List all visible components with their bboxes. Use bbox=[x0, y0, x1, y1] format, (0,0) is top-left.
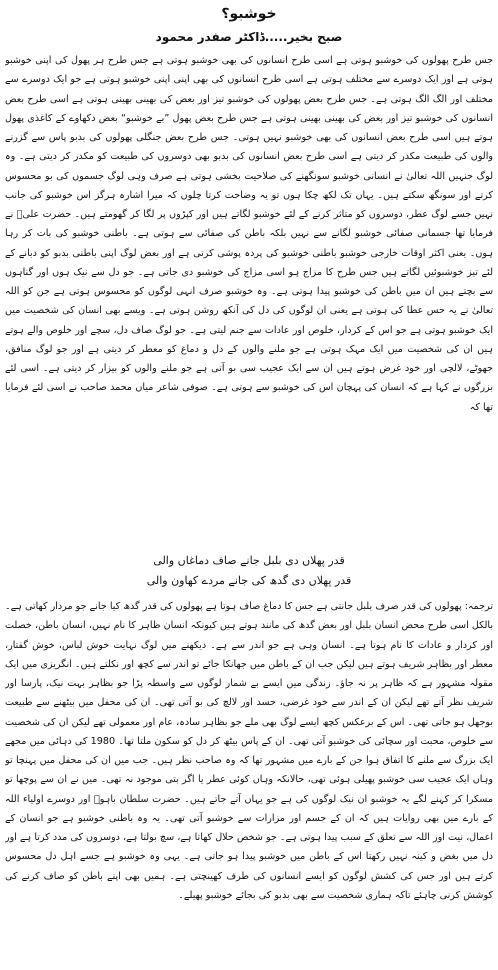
paragraph: جس طرح پھولوں کی خوشبو ہوتی ہے اسی طرح انسانوں کی بھی خوشبو ہوتی ہے جس طرح ہر پھول کی اپنی خوشبو ہوتی ہے اور ایک دوسرے سے مختلف ہوتی ہے اسی طرح انسانوں کی بھی اپنی اپنی خوشبو ہوتی ہے جو ایک دوسرے سے مختلف اور الگ الگ ہوتی ہے۔ جس طرح بعض پھولوں کی خوشبو تیز اور بعض کی بھینی بھینی ہوتی ہے اسی طرح بعض انسانوں کی خوشبو تیز اور بعض کی بھینی بھینی ہوتی ہے جس طرح بعض پھول ”بے خوشبو“ بعض دکھاوے کے کاغذی پھول ہوتے ہیں اسی طرح بعض انسانوں کی بھی خوشبو نہیں ہوتی۔ جس طرح بعض جنگلی پھولوں کی بدبو پاس سے گزرنے والوں کی طبیعت مکدر کر دیتی ہے اسی طرح بعض انسانوں کی بدبو بھی دوسروں کی طبیعت کو مکدر کر دیتی ہے۔ وہ لوگ جنہیں اللہ تعالیٰ نے انسانی خوشبو سونگھنے کی صلاحیت بخشی ہوتی ہے صرف وہی لوگ جسموں کی بو محسوس کرتے اور سونگھ سکتے ہیں۔ یہاں تک لکھ چکا ہوں تو یہ وضاحت کرتا چلوں کہ میرا اشارہ ہرگز اس خوشبو کی جانب نہیں جسے لوگ عطر، دوسروں کو متاثر کرنے کے لئے خوشبو لگاتے ہیں اور کپڑوں پر لگا کر گھومتے ہیں۔ حضرت علیؓ نے فرمایا تھا جسمانی صفائی خوشبو لگانے سے نہیں بلکہ باطن کی صفائی سے ہوتی ہے۔ باطنی خوشبو کی بات کر رہا ہوں۔ یعنی اکثر اوقات خارجی خوشبو باطنی خوشبو کی پردہ پوشی کرتی ہے اور بعض لوگ اپنی باطنی بدبو کو دبانے کے لئے تیز خوشبوئیں لگاتے ہیں جس طرح کا مزاج ہو اسی مزاج کی خوشبو دی جاتی ہے۔ جو دل سے نیک ہوں اور گناہوں سے بچتے ہیں ان میں باطن کی خوشبو پیدا ہوتی ہے۔ وہ خوشبو صرف انہی لوگوں کو محسوس ہوتی ہے جن کو اللہ تعالیٰ نے یہ حس عطا کی ہوتی ہے یعنی ان لوگوں کی دل کی آنکھ روشن ہوتی ہے۔ ویسے بھی انسان کی شخصیت میں ایک خوشبو ہوتی ہے جو اس کے کردار، خلوص اور عادات سے جنم لیتی ہے۔ جو لوگ صاف دل، سچے اور خلوص والے ہوتے ہیں ان کی شخصیت میں ایک مہک ہوتی ہے جو ملنے والوں کے دل و دماغ کو معطر کر دیتی ہے اور جو لوگ منافق، جھوٹے، لالچی اور خود غرض ہوتے ہیں ان سے ایک عجیب سی بو آتی ہے جو ملنے والوں کو بیزار کر دیتی ہے۔ اسی لئے بزرگوں نے کہا ہے کہ انسان کی پہچان اس کی خوشبو سے ہوتی ہے۔ صوفی شاعر میاں محمد صاحب نے اسی لئے فرمایا تھا کہ bbox=[5, 55, 493, 413]
poetry-line-1: قدر پھلاں دی بلبل جانے صاف دماغاں والی bbox=[153, 554, 345, 567]
article-title: خوشبو؟ bbox=[221, 6, 277, 22]
article-body-before-verse bbox=[5, 51, 493, 551]
paragraph: ترجمہ: پھولوں کی قدر صرف بلبل جانتی ہے جس کا دماغ صاف ہوتا ہے پھولوں کی قدر گدھ کیا جانے جو مردار کھاتی ہے۔ بالکل اسی طرح محض انسان بلبل اور بعض گدھ کی مانند ہوتے ہیں کیونکہ انسان ظاہر کا نام نہیں، انسان باطن، خصلت اور کردار و عادات کا نام ہوتا ہے۔ انسان وہی ہے جو اندر سے ہے۔ دیکھنے میں لوگ نہایت خوش لباس، خوش گفتار، معطر اور بظاہر شریف ہوتے ہیں لیکن جب ان کے باطن میں جھانکا جائے تو اندر سے کچھ اور نکلتے ہیں۔ انگریزی میں ایک مقولہ مشہور ہے کہ ظاہر پر نہ جاؤ۔ زندگی میں ایسے بے شمار لوگوں سے واسطہ پڑا جو بظاہر بہت نیک، پارسا اور شریف نظر آتے تھے لیکن ان کے اندر سے خود غرضی، حسد اور لالچ کی بو آتی تھی۔ ان کی محفل میں بیٹھنے سے طبیعت بوجھل ہو جاتی تھی۔ اس کے برعکس کچھ ایسے لوگ بھی ملے جو بظاہر سادہ، عام اور معمولی تھے لیکن ان کی شخصیت سے خلوص، محبت اور سچائی کی خوشبو آتی تھی۔ ان کے پاس بیٹھ کر دل کو سکون ملتا تھا۔ 1980 کی دہائی میں مجھے ایک بزرگ سے ملنے کا اتفاق ہوا جن کے بارے میں مشہور تھا کہ وہ صاحب نظر ہیں۔ جب میں ان کی محفل میں پہنچا تو وہاں ایک عجیب سی خوشبو پھیلی ہوئی تھی، حالانکہ وہاں کوئی عطر یا اگر بتی موجود نہ تھی۔ میں نے ان سے پوچھا تو مسکرا کر کہنے لگے یہ خوشبو ان نیک لوگوں کی ہے جو یہاں آتے جاتے ہیں۔ حضرت سلطان باہوؒ اور دوسرے اولیاء اللہ کے بارے میں بھی روایات ہیں کہ ان کے جسم اور مزارات سے خوشبو آتی تھی۔ یہ وہ باطنی خوشبو ہے جو انسان کے اعمال، نیت اور اللہ سے تعلق کے سبب پیدا ہوتی ہے۔ جو شخص حلال کھاتا ہے، سچ بولتا ہے، دوسروں کی مدد کرتا ہے اور دل میں بغض و کینہ نہیں رکھتا اس کے باطن میں خوشبو پیدا ہو جاتی ہے۔ یہی وہ خوشبو ہے جسے اہل دل محسوس کرتے ہیں اور جس کی کشش لوگوں کو ایسے انسانوں کی طرف کھینچتی ہے۔ ہمیں بھی اپنے باطن کو صاف کرنے کی کوشش کرنی چاہئے تاکہ ہماری شخصیت سے بھی بدبو کی بجائے خوشبو پھیلے۔ bbox=[5, 601, 493, 901]
article-body-after-verse bbox=[5, 597, 493, 967]
article-byline: صبح بخیر.....ڈاکٹر صفدر محمود bbox=[155, 30, 343, 44]
poetry-line-2: قدر پھلاں دی گدھ کی جانے مردے کھاون والی bbox=[146, 574, 352, 587]
